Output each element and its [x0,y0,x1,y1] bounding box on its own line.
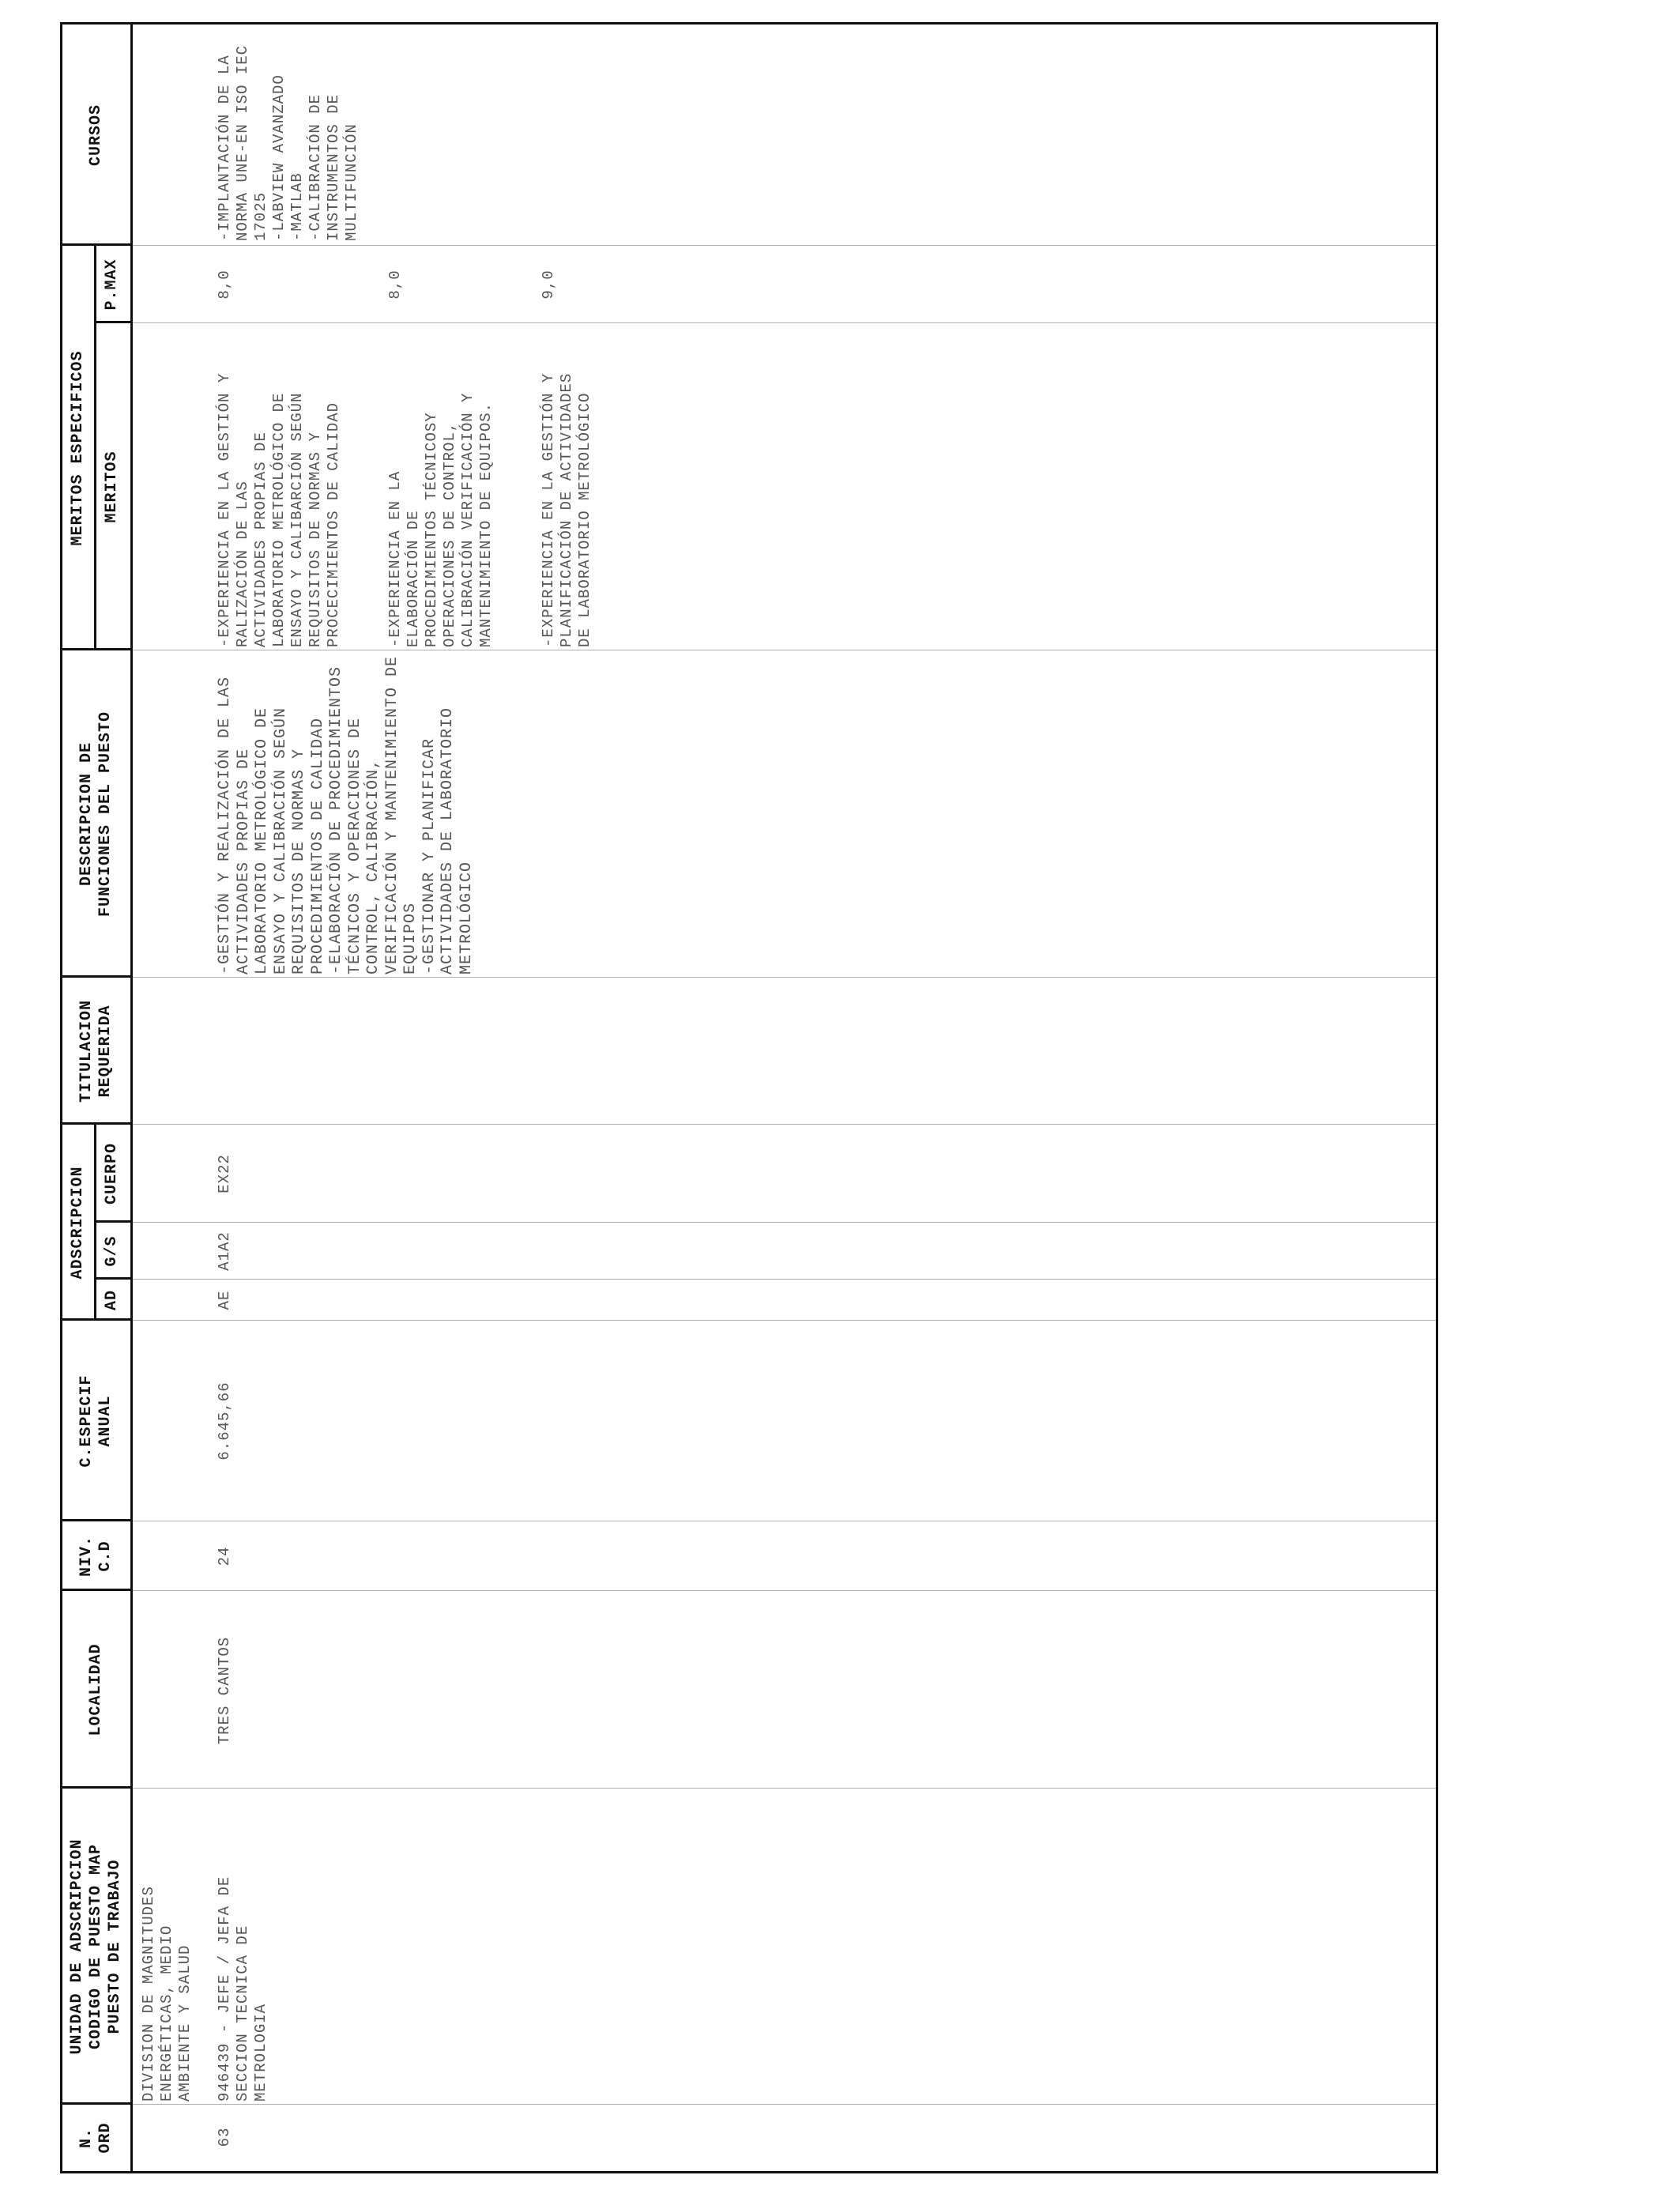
row-merito-1: -EXPERIENCIA EN LA GESTIÓN Y RALIZACIÓN DE LAS ACTIVIDADES PROPIAS DE LABORATORIO METROLÓGICO DE ENSAYO Y CALIBARCIÓN SEGÚN REQUISITOS DE NORMAS Y PROCECIMIENTOS DE CALIDAD [216,372,342,647]
header-p-max: P.MAX [103,258,121,311]
row-cursos: -IMPLANTACIÓN DE LA NORMA UNE-EN ISO IEC 17025 -LABVIEW AVANZADO -MATLAB -CALIBRACIÓN DE INSTRUMENTOS DE MULTIFUNCIÓN [216,44,360,241]
row-pmax-1: 8,0 [216,270,233,300]
grid-line [133,1124,1436,1125]
row-cuerpo: EX22 [216,1154,233,1193]
grid-line [133,1279,1436,1280]
header-gs: G/S [103,1235,121,1267]
row-pmax-2: 8,0 [386,270,404,300]
grid-line [133,1590,1436,1591]
row-n-ord: 63 [216,2127,233,2147]
header-cursos: CURSOS [87,104,105,167]
row-gs: A1A2 [216,1231,233,1271]
row-ad: AE [216,1290,233,1310]
grid-line [133,322,1436,323]
header-meritos-especificos: MERITOS ESPECIFICOS [69,350,87,546]
grid-line [133,1222,1436,1223]
grid-line [133,977,1436,978]
row-descripcion: -GESTIÓN Y REALIZACIÓN DE LAS ACTIVIDADES PROPIAS DE LABORATORIO METROLÓGICO DE ENSAYO Y CALIBRACIÓN SEGÚN REQUISITOS DE NORMAS Y PROCEDIMIENTOS DE CALIDAD -ELABORACIÓN DE PROCEDIMIENTOS TÉCNICOS Y OPERACIONES DE CONTROL, CALIBRACIÓN, VERIFICACIÓN Y MANTENIMIENTO DE EQUIPOS -GESTIONAR Y PLANIFICAR ACTIVIDADES DE LABORATORIO METROLÓGICO [216,655,476,974]
header-n-ord: N. ORD [77,2122,115,2154]
header-nivel: NIV. C.D [77,1536,115,1578]
row-merito-2: -EXPERIENCIA EN LA ELABORACIÓN DE PROCEDIMIENTOS TÉCNICOSY OPERACIONES DE CONTROL, CALIBRACIÓN VERIFICACIÓN Y MANTENIMIENTO DE EQUIPOS. [386,392,495,647]
header-localidad: LOCALIDAD [87,1643,105,1736]
header-adscripcion: ADSCRIPCION [69,1166,87,1280]
table-frame [60,22,1438,2173]
grid-line [133,2104,1436,2105]
grid-line [133,1320,1436,1321]
row-nivel: 24 [216,1546,233,1566]
row-merito-3: -EXPERIENCIA EN LA GESTIÓN Y PLANIFICACIÓN DE ACTIVIDADES DE LABORATORIO METROLÓGICO [540,372,593,647]
header-c-especif: C.ESPECIF ANUAL [77,1374,115,1468]
unit-name: DIVISION DE MAGNITUDES ENERGÉTICAS, MEDIO AMBIENTE Y SALUD [140,1886,194,2102]
header-titulacion: TITULACION REQUERIDA [77,999,115,1103]
row-pmax-3: 9,0 [540,270,557,300]
header-cuerpo: CUERPO [103,1143,121,1205]
grid-line [133,1788,1436,1789]
header-descripcion: DESCRIPCION DE FUNCIONES DEL PUESTO [77,711,115,918]
header-rule [130,25,133,2171]
row-puesto: 946439 - JEFE / JEFA DE SECCION TECNICA DE METROLOGIA [216,1875,269,2102]
header-unidad: UNIDAD DE ADSCRIPCION CODIGO DE PUESTO MAP PUESTO DE TRABAJO [68,1838,124,2055]
header-meritos: MERITOS [103,450,121,523]
row-c-especif: 6.645,66 [216,1382,233,1461]
header-ad: AD [103,1290,121,1311]
row-localidad: TRES CANTOS [216,1636,233,1745]
grid-line [133,245,1436,246]
